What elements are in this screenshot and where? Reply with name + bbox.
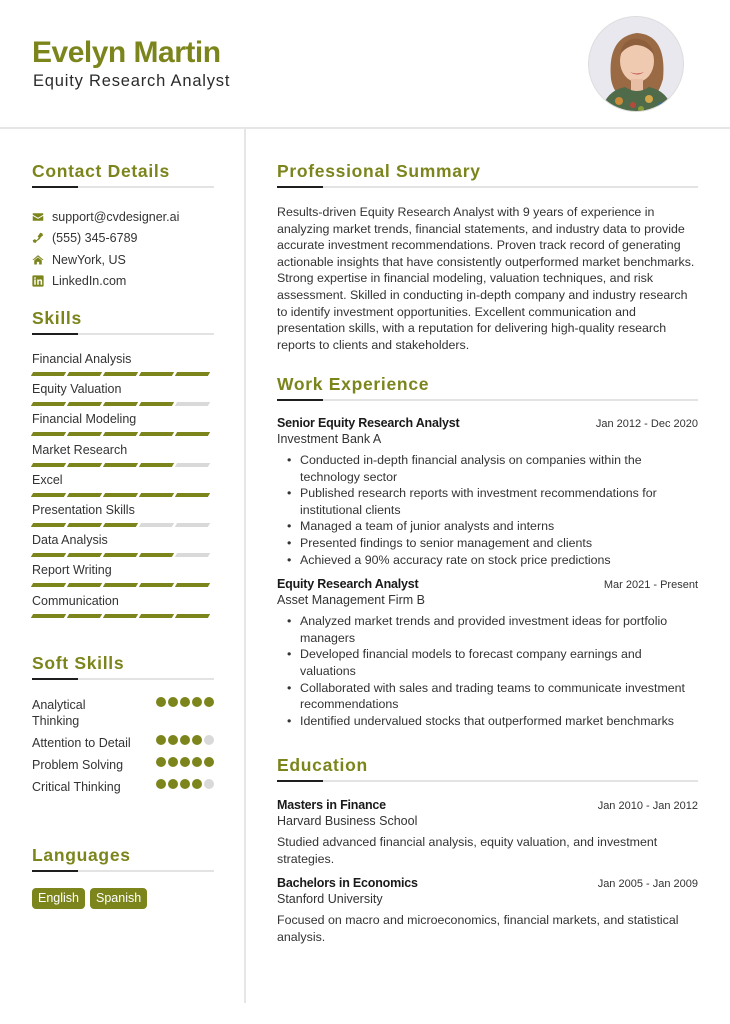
skill-level-segment	[175, 432, 210, 436]
soft-skill-item	[32, 697, 214, 729]
soft-skill-label: Problem Solving	[32, 758, 124, 772]
contact-text: LinkedIn.com	[52, 274, 127, 289]
skill-level-segment	[139, 372, 174, 376]
section-rule	[277, 780, 698, 782]
rating-dot-icon	[192, 735, 202, 745]
education-entry	[277, 876, 698, 945]
degree-title: Bachelors in Economics	[277, 876, 418, 891]
skill-item	[32, 593, 214, 623]
skill-level-segment	[103, 493, 138, 497]
section-rule	[32, 186, 214, 188]
section-rule	[277, 399, 698, 401]
rating-dot-icon	[192, 757, 202, 767]
rating-dot-icon	[192, 779, 202, 789]
rating-dot-icon	[204, 757, 214, 767]
job-header	[277, 577, 698, 591]
skill-level-segment	[103, 614, 138, 618]
skill-level-segment	[139, 614, 174, 618]
skill-level-segment	[31, 614, 66, 618]
section-rule	[277, 186, 698, 188]
skill-level-segment	[139, 402, 174, 406]
skill-label: Report Writing	[32, 563, 112, 578]
contact-section	[32, 161, 214, 292]
skill-level-bar	[32, 583, 214, 587]
contact-linkedin[interactable]	[32, 271, 214, 293]
skill-level-segment	[31, 553, 66, 557]
company-name: Asset Management Firm B	[277, 593, 425, 608]
section-title: Languages	[32, 845, 131, 865]
rating-dot-icon	[180, 757, 190, 767]
skill-level-segment	[175, 583, 210, 587]
resume-header	[0, 0, 730, 129]
school-name: Harvard Business School	[277, 814, 418, 828]
skill-item	[32, 442, 214, 472]
soft-skill-label: Critical Thinking	[32, 780, 121, 794]
skill-level-segment	[139, 432, 174, 436]
soft-skills-list	[32, 697, 214, 795]
skill-level-bar	[32, 523, 214, 527]
skill-level-segment	[175, 372, 210, 376]
skill-label: Presentation Skills	[32, 502, 135, 517]
skill-label: Financial Analysis	[32, 352, 132, 366]
languages-list	[32, 888, 214, 909]
avatar	[588, 16, 684, 112]
skill-level-segment	[103, 523, 138, 527]
skill-level-bar	[32, 402, 214, 406]
job-bullet: • Presented findings to senior management and clients	[300, 535, 698, 552]
skill-level-segment	[67, 523, 102, 527]
skill-level-segment	[103, 553, 138, 557]
skill-level-segment	[31, 402, 66, 406]
skill-label: Equity Valuation	[32, 382, 122, 397]
skill-level-segment	[67, 583, 102, 587]
section-title: Skills	[32, 308, 82, 328]
degree-title: Masters in Finance	[277, 798, 386, 812]
skill-level-segment	[175, 553, 210, 557]
job-bullets	[277, 613, 698, 729]
skill-item	[32, 532, 214, 562]
home-icon	[32, 254, 44, 266]
soft-skill-item	[32, 735, 214, 751]
education-section	[277, 755, 698, 945]
education-header	[277, 876, 698, 890]
soft-skill-rating	[156, 735, 214, 745]
summary-section	[277, 161, 698, 353]
skill-level-bar	[32, 463, 214, 467]
section-title: Contact Details	[32, 161, 170, 181]
skill-level-segment	[139, 493, 174, 497]
envelope-icon	[32, 211, 44, 223]
skill-label: Market Research	[32, 442, 128, 457]
skill-label: Excel	[32, 472, 63, 487]
jobs-list	[277, 416, 698, 729]
skill-level-segment	[31, 493, 66, 497]
job-bullet: • Managed a team of junior analysts and interns	[300, 518, 698, 535]
skill-level-segment	[31, 432, 66, 436]
job-bullet: • Conducted in-depth financial analysis on companies within the technology sector	[300, 452, 698, 485]
contact-location	[32, 249, 214, 271]
rating-dot-icon	[168, 735, 178, 745]
soft-skill-item	[32, 757, 214, 773]
skill-level-bar	[32, 372, 214, 376]
phone-icon	[32, 232, 44, 244]
skill-level-bar	[32, 432, 214, 436]
contact-phone[interactable]	[32, 228, 214, 250]
skill-item	[32, 381, 214, 411]
rating-dot-icon	[168, 697, 178, 707]
job-entry	[277, 577, 698, 729]
skill-level-bar	[32, 493, 214, 497]
skill-item	[32, 472, 214, 502]
rating-dot-icon	[168, 779, 178, 789]
rating-dot-icon	[180, 697, 190, 707]
candidate-title: Equity Research Analyst	[33, 72, 231, 90]
job-dates: Mar 2021 - Present	[603, 579, 698, 592]
skill-level-segment	[175, 402, 210, 406]
education-dates: Jan 2010 - Jan 2012	[597, 800, 698, 812]
skill-level-bar	[32, 553, 214, 557]
skill-item	[32, 411, 214, 441]
job-bullet: • Developed financial models to forecast company earnings and valuations	[300, 646, 698, 679]
skill-level-bar	[32, 614, 214, 618]
job-entry	[277, 416, 698, 568]
education-header	[277, 798, 698, 812]
job-bullet: • Identified undervalued stocks that outperformed market benchmarks	[300, 713, 698, 730]
contact-text: NewYork, US	[52, 252, 126, 267]
rating-dot-icon	[204, 779, 214, 789]
skill-level-segment	[103, 402, 138, 406]
skill-level-segment	[103, 432, 138, 436]
skill-level-segment	[103, 372, 138, 376]
job-bullet: • Collaborated with sales and trading teams to communicate investment recommendations	[300, 680, 698, 713]
skill-label: Data Analysis	[32, 533, 108, 548]
rating-dot-icon	[156, 779, 166, 789]
skill-item	[32, 562, 214, 592]
soft-skill-item	[32, 779, 214, 795]
rating-dot-icon	[180, 779, 190, 789]
job-bullets	[277, 452, 698, 568]
skill-level-segment	[103, 583, 138, 587]
skill-level-segment	[67, 372, 102, 376]
skill-level-segment	[31, 372, 66, 376]
candidate-name: Evelyn Martin	[32, 36, 221, 69]
skill-label: Communication	[32, 593, 119, 608]
section-rule	[32, 333, 214, 335]
language-badge: English	[32, 888, 85, 909]
skill-level-segment	[175, 523, 210, 527]
skill-level-segment	[175, 493, 210, 497]
skill-level-segment	[139, 583, 174, 587]
section-rule	[32, 678, 214, 680]
section-title: Professional Summary	[277, 161, 481, 181]
section-title: Soft Skills	[32, 653, 125, 673]
skill-level-segment	[31, 463, 66, 467]
languages-section	[32, 845, 214, 909]
skills-section	[32, 308, 214, 623]
job-title: Equity Research Analyst	[277, 577, 419, 592]
job-bullet: • Achieved a 90% accuracy rate on stock price predictions	[300, 552, 698, 569]
rating-dot-icon	[156, 697, 166, 707]
school-name: Stanford University	[277, 892, 383, 907]
contact-email[interactable]	[32, 206, 214, 228]
soft-skill-rating	[156, 757, 214, 767]
soft-skill-label: Analytical Thinking	[32, 698, 86, 728]
company-name: Investment Bank A	[277, 432, 382, 446]
soft-skill-rating	[156, 697, 214, 707]
rating-dot-icon	[204, 735, 214, 745]
skill-level-segment	[31, 523, 66, 527]
skill-level-segment	[175, 614, 210, 618]
rating-dot-icon	[204, 697, 214, 707]
job-bullet: • Published research reports with investment recommendations for institutional clients	[300, 485, 698, 518]
skill-item	[32, 502, 214, 532]
column-divider	[244, 129, 246, 1003]
soft-skill-rating	[156, 779, 214, 789]
education-list	[277, 798, 698, 945]
skill-level-segment	[139, 523, 174, 527]
rating-dot-icon	[192, 697, 202, 707]
experience-section	[277, 374, 698, 729]
rating-dot-icon	[168, 757, 178, 767]
skill-item	[32, 351, 214, 381]
skill-level-segment	[31, 583, 66, 587]
linkedin-icon	[32, 275, 44, 287]
education-dates: Jan 2005 - Jan 2009	[597, 878, 698, 891]
job-title: Senior Equity Research Analyst	[277, 416, 460, 430]
contact-text: support@cvdesigner.ai	[52, 209, 180, 224]
job-bullet: • Analyzed market trends and provided investment ideas for portfolio managers	[300, 613, 698, 646]
section-title: Work Experience	[277, 374, 430, 394]
skill-level-segment	[67, 402, 102, 406]
education-description: Studied advanced financial analysis, equity valuation, and investment strategies.	[277, 835, 658, 866]
soft-skills-section	[32, 653, 214, 801]
skill-level-segment	[103, 463, 138, 467]
education-entry	[277, 798, 698, 867]
skill-level-segment	[67, 493, 102, 497]
profile-photo	[589, 17, 684, 112]
skill-level-segment	[139, 553, 174, 557]
section-title: Education	[277, 755, 368, 775]
skill-level-segment	[175, 463, 210, 467]
skill-label: Financial Modeling	[32, 412, 137, 427]
job-dates: Jan 2012 - Dec 2020	[595, 418, 698, 430]
summary-text: Results-driven Equity Research Analyst with 9 years of experience in analyzing market trends, financial statements, and industry data to provide accurate investment recommendations. Proven track record of generating actionable insights that have consistently outperformed market benchmarks. Strong expertise in financial modeling, valuation techniques, and risk assessment. Skilled in conducting in-depth company and industry research to identify investment opportunities. Excellent communication and presentation skills, with a reputation for delivering high-quality research reports to clients and stakeholders.	[277, 205, 695, 352]
rating-dot-icon	[156, 757, 166, 767]
skill-level-segment	[67, 432, 102, 436]
language-badge: Spanish	[90, 888, 147, 909]
skills-list	[32, 351, 214, 623]
section-rule	[32, 870, 214, 872]
skill-level-segment	[67, 614, 102, 618]
skill-level-segment	[67, 463, 102, 467]
rating-dot-icon	[156, 735, 166, 745]
contact-text: (555) 345-6789	[52, 231, 138, 246]
rating-dot-icon	[180, 735, 190, 745]
education-description: Focused on macro and microeconomics, financial markets, and statistical analysis.	[277, 913, 679, 944]
skill-level-segment	[139, 463, 174, 467]
soft-skill-label: Attention to Detail	[32, 736, 131, 750]
skill-level-segment	[67, 553, 102, 557]
job-header	[277, 416, 698, 430]
